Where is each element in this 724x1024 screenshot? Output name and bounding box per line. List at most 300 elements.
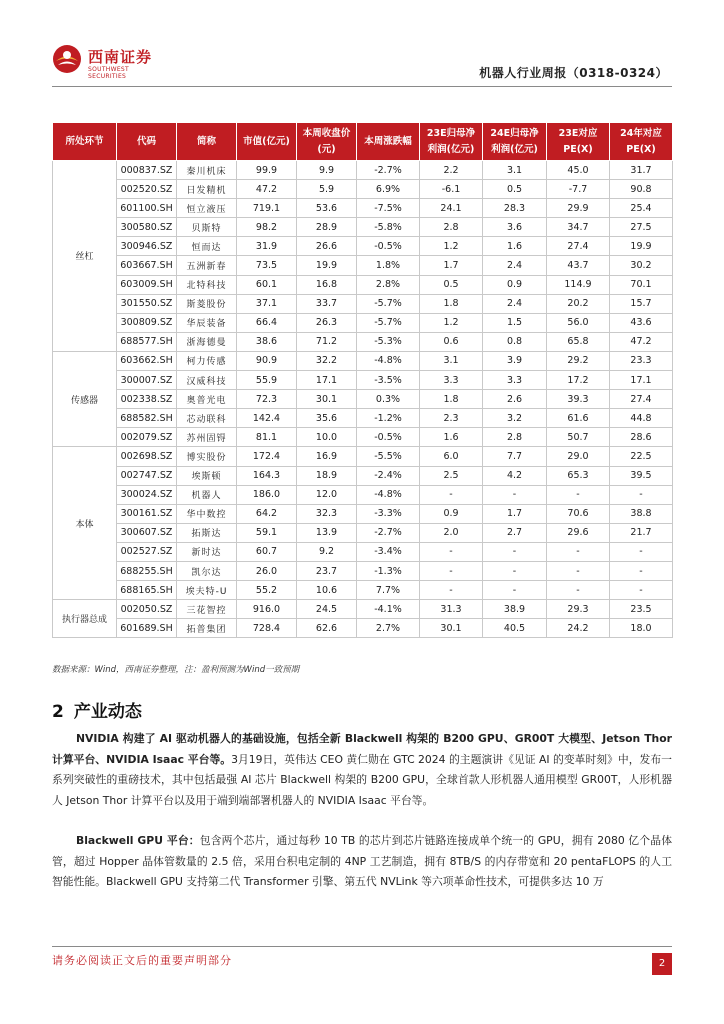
value-cell: 18.9 [297,466,357,485]
table-row [53,180,673,199]
value-cell: 29.3 [547,600,610,619]
value-cell: 37.1 [237,294,297,313]
value-cell: 28.3 [483,199,547,218]
stock-name-cell: 华中数控 [177,504,237,523]
value-cell: 2.2 [420,161,483,180]
value-cell: 31.7 [610,161,673,180]
value-cell: 33.7 [297,294,357,313]
stock-code-cell: 002338.SZ [117,390,177,409]
table-row [53,447,673,466]
value-cell: - [610,561,673,580]
value-cell: 9.2 [297,542,357,561]
stock-code-cell: 002698.SZ [117,447,177,466]
stock-name-cell: 斯菱股份 [177,294,237,313]
value-cell: -5.5% [357,447,420,466]
value-cell: -3.5% [357,371,420,390]
logo-mark-icon [52,44,82,74]
value-cell: 17.2 [547,371,610,390]
value-cell: 916.0 [237,600,297,619]
column-header-text: (元) [317,143,336,155]
value-cell: 1.8 [420,390,483,409]
value-cell: 15.7 [610,294,673,313]
value-cell: 73.5 [237,256,297,275]
paragraph-blackwell-body: 包含两个芯片，通过每秒 10 TB 的芯片到芯片链路连接成单个统一的 GPU，拥有 2080 亿个晶体管，超过 Hopper 晶体管数量的 2.5 倍，采用台积电定制的 4NP 工艺制造，拥有 8TB/S 的内存带宽和 20 pentaFLOPS 的人工智能性能。Blackwell GPU 支持第二代 Transformer 引擎、第五代 NVLink 等六项革命性技术，可提供多达 10 万 [52,834,672,888]
value-cell: 0.9 [483,275,547,294]
table-header-row [53,123,673,161]
value-cell: 12.0 [297,485,357,504]
stock-code-cell: 300024.SZ [117,485,177,504]
value-cell: 26.3 [297,313,357,332]
disclaimer-note: 请务必阅读正文后的重要声明部分 [52,954,232,967]
value-cell: 2.4 [483,294,547,313]
column-header-text: 本周涨跌幅 [364,135,412,147]
value-cell: - [547,581,610,600]
stock-name-cell: 贝斯特 [177,218,237,237]
value-cell: 81.1 [237,428,297,447]
stock-name-cell: 北特科技 [177,275,237,294]
value-cell: 16.9 [297,447,357,466]
stock-name-cell: 凯尔达 [177,561,237,580]
value-cell: 26.0 [237,561,297,580]
stock-code-cell: 688582.SH [117,409,177,428]
value-cell: 17.1 [297,371,357,390]
value-cell: 2.8 [420,218,483,237]
value-cell: 0.5 [483,180,547,199]
value-cell: -5.3% [357,332,420,351]
value-cell: 90.8 [610,180,673,199]
value-cell: 19.9 [610,237,673,256]
stock-code-cell: 688165.SH [117,581,177,600]
value-cell: 38.8 [610,504,673,523]
value-cell: -2.7% [357,523,420,542]
value-cell: 1.6 [483,237,547,256]
value-cell: 2.6 [483,390,547,409]
stock-code-cell: 300809.SZ [117,313,177,332]
value-cell: 32.2 [297,351,357,370]
table-row [53,523,673,542]
value-cell: 55.9 [237,371,297,390]
value-cell: 38.9 [483,600,547,619]
value-cell: 3.3 [420,371,483,390]
value-cell: 1.6 [420,428,483,447]
value-cell: - [547,485,610,504]
stock-name-cell: 拓普集团 [177,619,237,638]
table-row [53,218,673,237]
value-cell: 1.8% [357,256,420,275]
value-cell: 23.3 [610,351,673,370]
column-header [117,123,177,161]
value-cell: - [547,561,610,580]
value-cell: 65.8 [547,332,610,351]
value-cell: - [610,485,673,504]
stock-name-cell: 汉威科技 [177,371,237,390]
value-cell: 45.0 [547,161,610,180]
value-cell: 55.2 [237,581,297,600]
value-cell: 7.7% [357,581,420,600]
value-cell: 1.5 [483,313,547,332]
value-cell: 24.2 [547,619,610,638]
value-cell: - [547,542,610,561]
segment-cell: 执行器总成 [53,600,117,638]
value-cell: 35.6 [297,409,357,428]
value-cell: - [420,561,483,580]
value-cell: 6.9% [357,180,420,199]
table-row [53,294,673,313]
column-header [237,123,297,161]
value-cell: - [483,485,547,504]
stock-name-cell: 三花智控 [177,600,237,619]
value-cell: 47.2 [610,332,673,351]
value-cell: - [610,581,673,600]
stock-name-cell: 日发精机 [177,180,237,199]
value-cell: 60.7 [237,542,297,561]
stock-code-cell: 601100.SH [117,199,177,218]
value-cell: 29.0 [547,447,610,466]
value-cell: - [610,542,673,561]
stock-name-cell: 芯动联科 [177,409,237,428]
paragraph-nvidia [52,729,672,811]
stock-name-cell: 苏州固锝 [177,428,237,447]
stock-table [52,122,673,638]
data-source-note: 数据来源：Wind，西南证券整理，注：盈利预测为Wind一致预期 [52,665,300,675]
column-header [53,123,117,161]
value-cell: 0.6 [420,332,483,351]
value-cell: - [483,542,547,561]
stock-code-cell: 601689.SH [117,619,177,638]
value-cell: 19.9 [297,256,357,275]
value-cell: 44.8 [610,409,673,428]
value-cell: 28.9 [297,218,357,237]
value-cell: 5.9 [297,180,357,199]
stock-code-cell: 002050.SZ [117,600,177,619]
value-cell: 61.6 [547,409,610,428]
value-cell: 39.5 [610,466,673,485]
logo-english-name: SOUTHWEST SECURITIES [88,66,129,80]
column-header-text: 利润(亿元) [427,143,475,155]
section-heading [52,697,142,722]
value-cell: 2.5 [420,466,483,485]
value-cell: - [420,485,483,504]
stock-code-cell: 603009.SH [117,275,177,294]
column-header-text: 所处环节 [65,135,104,147]
value-cell: 3.2 [483,409,547,428]
value-cell: 3.1 [483,161,547,180]
logo-chinese-name: 西南证券 [88,48,153,66]
value-cell: 43.7 [547,256,610,275]
value-cell: 65.3 [547,466,610,485]
value-cell: 34.7 [547,218,610,237]
value-cell: -4.8% [357,485,420,504]
value-cell: 71.2 [297,332,357,351]
stock-code-cell: 002747.SZ [117,466,177,485]
stock-name-cell: 埃夫特-U [177,581,237,600]
table-row [53,504,673,523]
value-cell: 4.2 [483,466,547,485]
stock-name-cell: 柯力传感 [177,351,237,370]
header-divider [52,86,672,87]
value-cell: 90.9 [237,351,297,370]
value-cell: 142.4 [237,409,297,428]
value-cell: 31.9 [237,237,297,256]
stock-code-cell: 688577.SH [117,332,177,351]
stock-name-cell: 华辰装备 [177,313,237,332]
stock-code-cell: 002079.SZ [117,428,177,447]
value-cell: 2.8% [357,275,420,294]
column-header [420,123,483,161]
value-cell: 27.4 [547,237,610,256]
value-cell: -1.2% [357,409,420,428]
value-cell: 1.2 [420,313,483,332]
value-cell: 28.6 [610,428,673,447]
value-cell: 164.3 [237,466,297,485]
value-cell: - [483,581,547,600]
value-cell: 56.0 [547,313,610,332]
table-row [53,619,673,638]
stock-code-cell: 603662.SH [117,351,177,370]
value-cell: 47.2 [237,180,297,199]
page-number: 2 [652,953,672,975]
stock-name-cell: 奥普光电 [177,390,237,409]
stock-name-cell: 浙海德曼 [177,332,237,351]
stock-code-cell: 603667.SH [117,256,177,275]
value-cell: 7.7 [483,447,547,466]
value-cell: -7.7 [547,180,610,199]
value-cell: 16.8 [297,275,357,294]
report-title: 机器人行业周报（0318-0324） [479,66,668,80]
column-header [547,123,610,161]
value-cell: 2.0 [420,523,483,542]
stock-code-cell: 002520.SZ [117,180,177,199]
column-header [483,123,547,161]
value-cell: 70.6 [547,504,610,523]
value-cell: -5.7% [357,294,420,313]
value-cell: 30.2 [610,256,673,275]
value-cell: 2.4 [483,256,547,275]
value-cell: 23.7 [297,561,357,580]
value-cell: 25.4 [610,199,673,218]
value-cell: 13.9 [297,523,357,542]
table-row [53,428,673,447]
value-cell: 23.5 [610,600,673,619]
value-cell: 3.1 [420,351,483,370]
value-cell: 50.7 [547,428,610,447]
value-cell: 728.4 [237,619,297,638]
value-cell: 22.5 [610,447,673,466]
table-row [53,199,673,218]
value-cell: 30.1 [297,390,357,409]
value-cell: -3.4% [357,542,420,561]
table-row [53,161,673,180]
table-row [53,390,673,409]
paragraph-blackwell-lead: Blackwell GPU 平台： [76,834,200,847]
footer-divider [52,946,672,947]
column-header-text: 代码 [136,135,156,147]
value-cell: 17.1 [610,371,673,390]
stock-code-cell: 000837.SZ [117,161,177,180]
table-row [53,409,673,428]
section-title: 产业动态 [73,702,142,722]
value-cell: -5.8% [357,218,420,237]
value-cell: -0.5% [357,428,420,447]
value-cell: 59.1 [237,523,297,542]
segment-cell: 传感器 [53,351,117,446]
value-cell: 24.1 [420,199,483,218]
value-cell: 10.0 [297,428,357,447]
value-cell: 2.8 [483,428,547,447]
stock-name-cell: 拓斯达 [177,523,237,542]
value-cell: -5.7% [357,313,420,332]
column-header-text: 23E对应 [558,127,598,139]
stock-code-cell: 300607.SZ [117,523,177,542]
value-cell: 26.6 [297,237,357,256]
value-cell: 0.8 [483,332,547,351]
value-cell: 6.0 [420,447,483,466]
value-cell: -7.5% [357,199,420,218]
value-cell: 24.5 [297,600,357,619]
value-cell: -4.1% [357,600,420,619]
value-cell: 0.5 [420,275,483,294]
value-cell: -4.8% [357,351,420,370]
table-row [53,371,673,390]
stock-name-cell: 埃斯顿 [177,466,237,485]
table-row [53,581,673,600]
column-header [610,123,673,161]
column-header-text: 市值(亿元) [243,135,290,147]
table-row [53,237,673,256]
value-cell: - [483,561,547,580]
stock-code-cell: 300946.SZ [117,237,177,256]
value-cell: 1.7 [483,504,547,523]
value-cell: 114.9 [547,275,610,294]
column-header-text: 本周收盘价 [302,127,351,139]
column-header-text: 简称 [196,135,216,147]
value-cell: 20.2 [547,294,610,313]
column-header-text: 24年对应 [620,127,662,139]
value-cell: 29.9 [547,199,610,218]
value-cell: 40.5 [483,619,547,638]
value-cell: 66.4 [237,313,297,332]
stock-name-cell: 恒而达 [177,237,237,256]
page-header [52,38,672,88]
value-cell: 0.9 [420,504,483,523]
value-cell: 1.2 [420,237,483,256]
paragraph-nvidia-lead: NVIDIA 构建了 AI 驱动机器人的基础设施，包括全新 Blackwell 构架的 B200 GPU、GR00T 大模型、Jetson Thor 计算平台、NVIDIA Isaac 平台等。 [52,732,672,766]
stock-code-cell: 002527.SZ [117,542,177,561]
column-header-text: PE(X) [626,143,656,155]
stock-code-cell: 301550.SZ [117,294,177,313]
table-row [53,351,673,370]
segment-cell: 丝杠 [53,161,117,352]
value-cell: -2.7% [357,161,420,180]
value-cell: 3.9 [483,351,547,370]
stock-code-cell: 300161.SZ [117,504,177,523]
value-cell: 64.2 [237,504,297,523]
column-header-text: 利润(亿元) [491,143,538,155]
value-cell: - [420,542,483,561]
value-cell: 72.3 [237,390,297,409]
section-number: 2 [52,702,64,722]
column-header [177,123,237,161]
value-cell: 2.7 [483,523,547,542]
value-cell: 172.4 [237,447,297,466]
table-row [53,256,673,275]
value-cell: 186.0 [237,485,297,504]
value-cell: 21.7 [610,523,673,542]
value-cell: 10.6 [297,581,357,600]
value-cell: - [420,581,483,600]
value-cell: -3.3% [357,504,420,523]
value-cell: 2.3 [420,409,483,428]
value-cell: 1.7 [420,256,483,275]
column-header [357,123,420,161]
stock-code-cell: 300007.SZ [117,371,177,390]
stock-name-cell: 五洲新春 [177,256,237,275]
value-cell: -6.1 [420,180,483,199]
value-cell: 1.8 [420,294,483,313]
table-row [53,275,673,294]
value-cell: 62.6 [297,619,357,638]
column-header-text: 24E归母净 [490,127,539,139]
stock-name-cell: 秦川机床 [177,161,237,180]
paragraph-blackwell [52,831,672,893]
value-cell: 70.1 [610,275,673,294]
stock-code-cell: 688255.SH [117,561,177,580]
column-header-text: PE(X) [563,143,593,155]
stock-name-cell: 恒立液压 [177,199,237,218]
table-row [53,313,673,332]
stock-name-cell: 博实股份 [177,447,237,466]
value-cell: 99.9 [237,161,297,180]
value-cell: 29.2 [547,351,610,370]
table-body [53,161,673,638]
column-header [297,123,357,161]
table-row [53,332,673,351]
value-cell: 719.1 [237,199,297,218]
value-cell: 18.0 [610,619,673,638]
value-cell: 2.7% [357,619,420,638]
stock-name-cell: 新时达 [177,542,237,561]
table-row [53,466,673,485]
table-row [53,542,673,561]
table-row [53,600,673,619]
value-cell: 9.9 [297,161,357,180]
table-row [53,485,673,504]
value-cell: 29.6 [547,523,610,542]
value-cell: 39.3 [547,390,610,409]
value-cell: 98.2 [237,218,297,237]
value-cell: 38.6 [237,332,297,351]
value-cell: 60.1 [237,275,297,294]
value-cell: 0.3% [357,390,420,409]
column-header-text: 23E归母净 [426,127,476,139]
value-cell: 3.3 [483,371,547,390]
value-cell: 32.3 [297,504,357,523]
table-row [53,561,673,580]
value-cell: 30.1 [420,619,483,638]
value-cell: -1.3% [357,561,420,580]
value-cell: 31.3 [420,600,483,619]
segment-cell: 本体 [53,447,117,600]
value-cell: 27.5 [610,218,673,237]
stock-code-cell: 300580.SZ [117,218,177,237]
paragraph-nvidia-body: 3月19日，英伟达 CEO 黄仁勋在 GTC 2024 的主题演讲《见证 AI 的变革时刻》中，发布一系列突破性的重磅技术，其中包括最强 AI 芯片 Blackwell 构架的 B200 GPU，全球首款人形机器人通用模型 GR00T，人形机器人 Jetson Thor 计算平台以及用于端到端部署机器人的 NVIDIA Isaac 平台等。 [52,752,672,807]
value-cell: 27.4 [610,390,673,409]
value-cell: 43.6 [610,313,673,332]
stock-name-cell: 机器人 [177,485,237,504]
value-cell: -2.4% [357,466,420,485]
company-logo [52,42,162,82]
value-cell: -0.5% [357,237,420,256]
